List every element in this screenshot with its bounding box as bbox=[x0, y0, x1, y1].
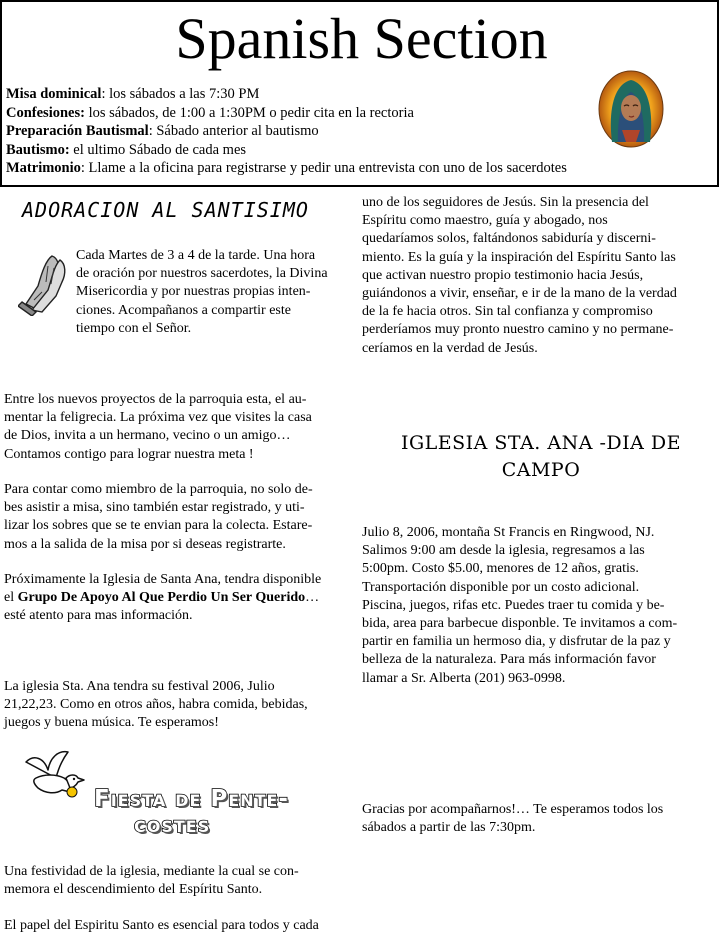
grupo-paragraph: Próximamente la Iglesia de Santa Ana, tendra disponible el Grupo De Apoyo Al Que Perdio Un Ser Querido… esté atento para mas información. bbox=[4, 572, 322, 624]
adoracion-text: Cada Martes de 3 a 4 de la tarde. Una hora de oración por nuestros sacerdotes, la Divina Misericordia y por nuestras propias inten- ciones. Acompañanos a compartir este tiempo con el Señor. bbox=[76, 248, 328, 336]
schedule-confesiones: Confesiones: los sábados, de 1:00 a 1:30PM o pedir cita en la rectoria bbox=[6, 104, 414, 121]
proyectos-paragraph: Entre los nuevos proyectos de la parroquia esta, el au- mentar la feligrecia. La próxima vez que visites la casa de Dios, invita a un hermano, vecino o un amigo… Contamos contigo para lograr nuestra meta ! bbox=[4, 392, 312, 462]
schedule-preparacion: Preparación Bautismal: Sábado anterior al bautismo bbox=[6, 123, 319, 140]
pentecostes-paragraph-2: El papel del Espiritu Santo es esencial para todos y cada bbox=[4, 918, 319, 933]
espiritu-paragraph: uno de los seguidores de Jesús. Sin la presencia del Espíritu como maestro, guía y abogado, nos quedaríamos solos, faltándonos sabiduría y discerni- miento. Es la guía y la inspiración del Espíritu Santo las que activan nuestro propio testimonio hacia Jesús, guiándonos a vivir, enseñar, e ir de la mano de la verdad de la fe hacia otros. Sin tal confianza y compromiso perderíamos muy pronto nuestro camino y no permane- ceríamos en la verdad de Jesús. bbox=[362, 195, 677, 356]
dia-de-campo-heading: IGLESIA STA. ANA -DIA DE CAMPO bbox=[400, 432, 682, 481]
dia-de-campo-paragraph: Julio 8, 2006, montaña St Francis en Ringwood, NJ. Salimos 9:00 am desde la iglesia, regresamos a las 5:00pm. Costo $5.00, menores de 12 años, gratis. Transportación disponible por un costo adicional. Piscina, juegos, rifas etc. Puedes traer tu comida y be- bida, area para barbecue disponble. Te invitamos a com- partir en familia un hermoso dia, y disfrutar de la paz y belleza de la naturaleza. Para más información favor llamar a Sr. Alberta (201) 963-0998. bbox=[362, 525, 678, 686]
adoracion-heading: ADORACION AL SANTISIMO bbox=[22, 198, 309, 222]
miembro-paragraph: Para contar como miembro de la parroquia, no solo de- bes asistir a misa, sino también estar registrado, y uti- lizar los sobres que se te envian para la colecta. Estare- mos a la salida de la misa por si deseas registrarte. bbox=[4, 482, 313, 552]
praying-hands-icon bbox=[18, 252, 76, 316]
virgin-of-guadalupe-icon bbox=[598, 70, 664, 148]
schedule-matrimonio: Matrimonio: Llame a la oficina para registrarse y pedir una entrevista con uno de los sacerdotes bbox=[6, 160, 567, 177]
schedule-info bbox=[6, 85, 567, 178]
pentecostes-heading: Fiesta de Pente- costes bbox=[94, 786, 289, 838]
pentecostes-paragraph: Una festividad de la iglesia, mediante la cual se con- memora el descendimiento del Espíritu Santo. bbox=[4, 864, 299, 898]
dove-icon bbox=[22, 748, 88, 804]
schedule-misa: Misa dominical: los sábados a las 7:30 PM bbox=[6, 86, 260, 102]
page-title: Spanish Section bbox=[175, 6, 548, 71]
festival-paragraph: La iglesia Sta. Ana tendra su festival 2006, Julio 21,22,23. Como en otros años, habra comida, bebidas, juegos y buena música. Te esperamos! bbox=[4, 679, 308, 731]
gracias-paragraph: Gracias por acompañarnos!… Te esperamos todos los sábados a partir de las 7:30pm. bbox=[362, 802, 664, 836]
schedule-bautismo: Bautismo: el ultimo Sábado de cada mes bbox=[6, 141, 247, 158]
